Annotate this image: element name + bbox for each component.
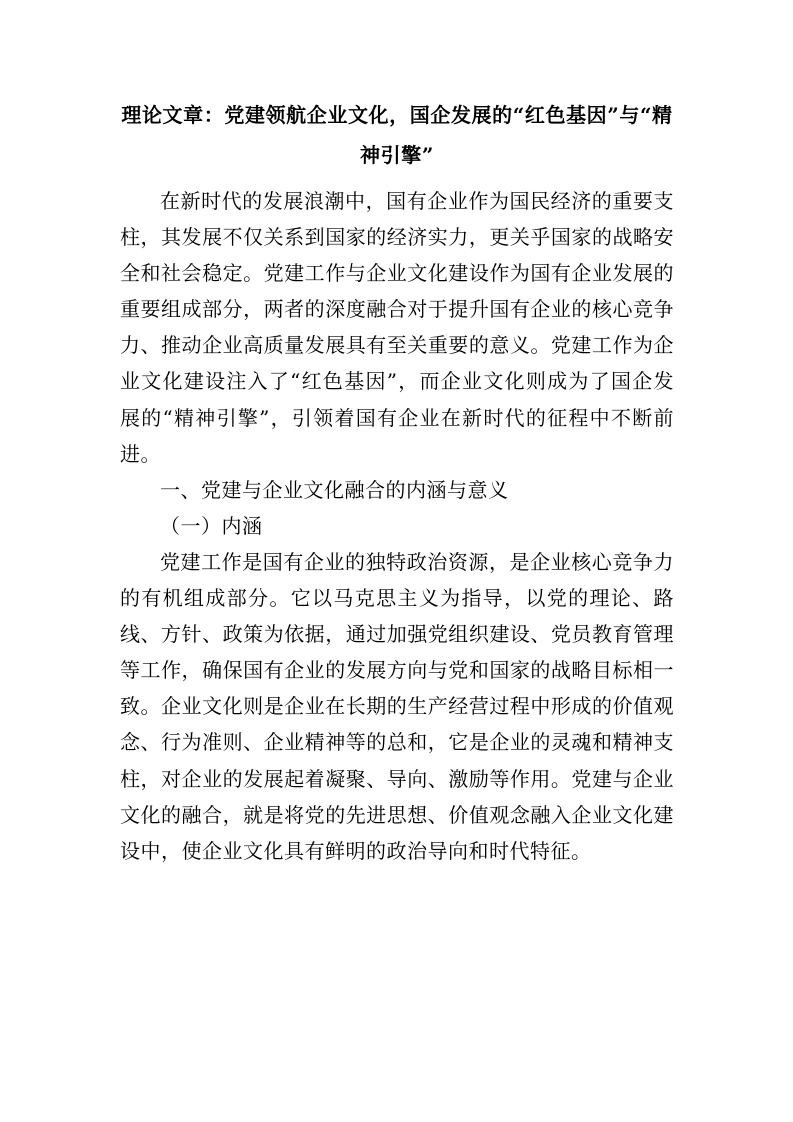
- section-heading: 一、党建与企业文化融合的内涵与意义: [160, 477, 509, 502]
- document-body: [120, 183, 674, 869]
- intro-paragraph: 在新时代的发展浪潮中，国有企业作为国民经济的重要支柱，其发展不仅关系到国家的经济实力，更关乎国家的战略安全和社会稳定。党建工作与企业文化建设作为国有企业发展的重要组成部分，两者的深度融合对于提升国有企业的核心竞争力、推动企业高质量发展具有至关重要的意义。党建工作为企业文化建设注入了“红色基因”，而企业文化则成为了国企发展的“精神引擎”，引领着国有企业在新时代的征程中不断前进。: [120, 189, 674, 466]
- subsection-heading: （一）内涵: [160, 513, 263, 538]
- body-paragraph: 党建工作是国有企业的独特政治资源，是企业核心竞争力的有机组成部分。它以马克思主义为指导，以党的理论、路线、方针、政策为依据，通过加强党组织建设、党员教育管理等工作，确保国有企业的发展方向与党和国家的战略目标相一致。企业文化则是企业在长期的生产经营过程中形成的价值观念、行为准则、企业精神等的总和，它是企业的灵魂和精神支柱，对企业的发展起着凝聚、导向、激励等作用。党建与企业文化的融合，就是将党的先进思想、价值观念融入企业文化建设中，使企业文化具有鲜明的政治导向和时代特征。: [120, 549, 674, 863]
- document-title: 理论文章：党建领航企业文化，国企发展的“红色基因”与“精神引擎”: [121, 103, 673, 167]
